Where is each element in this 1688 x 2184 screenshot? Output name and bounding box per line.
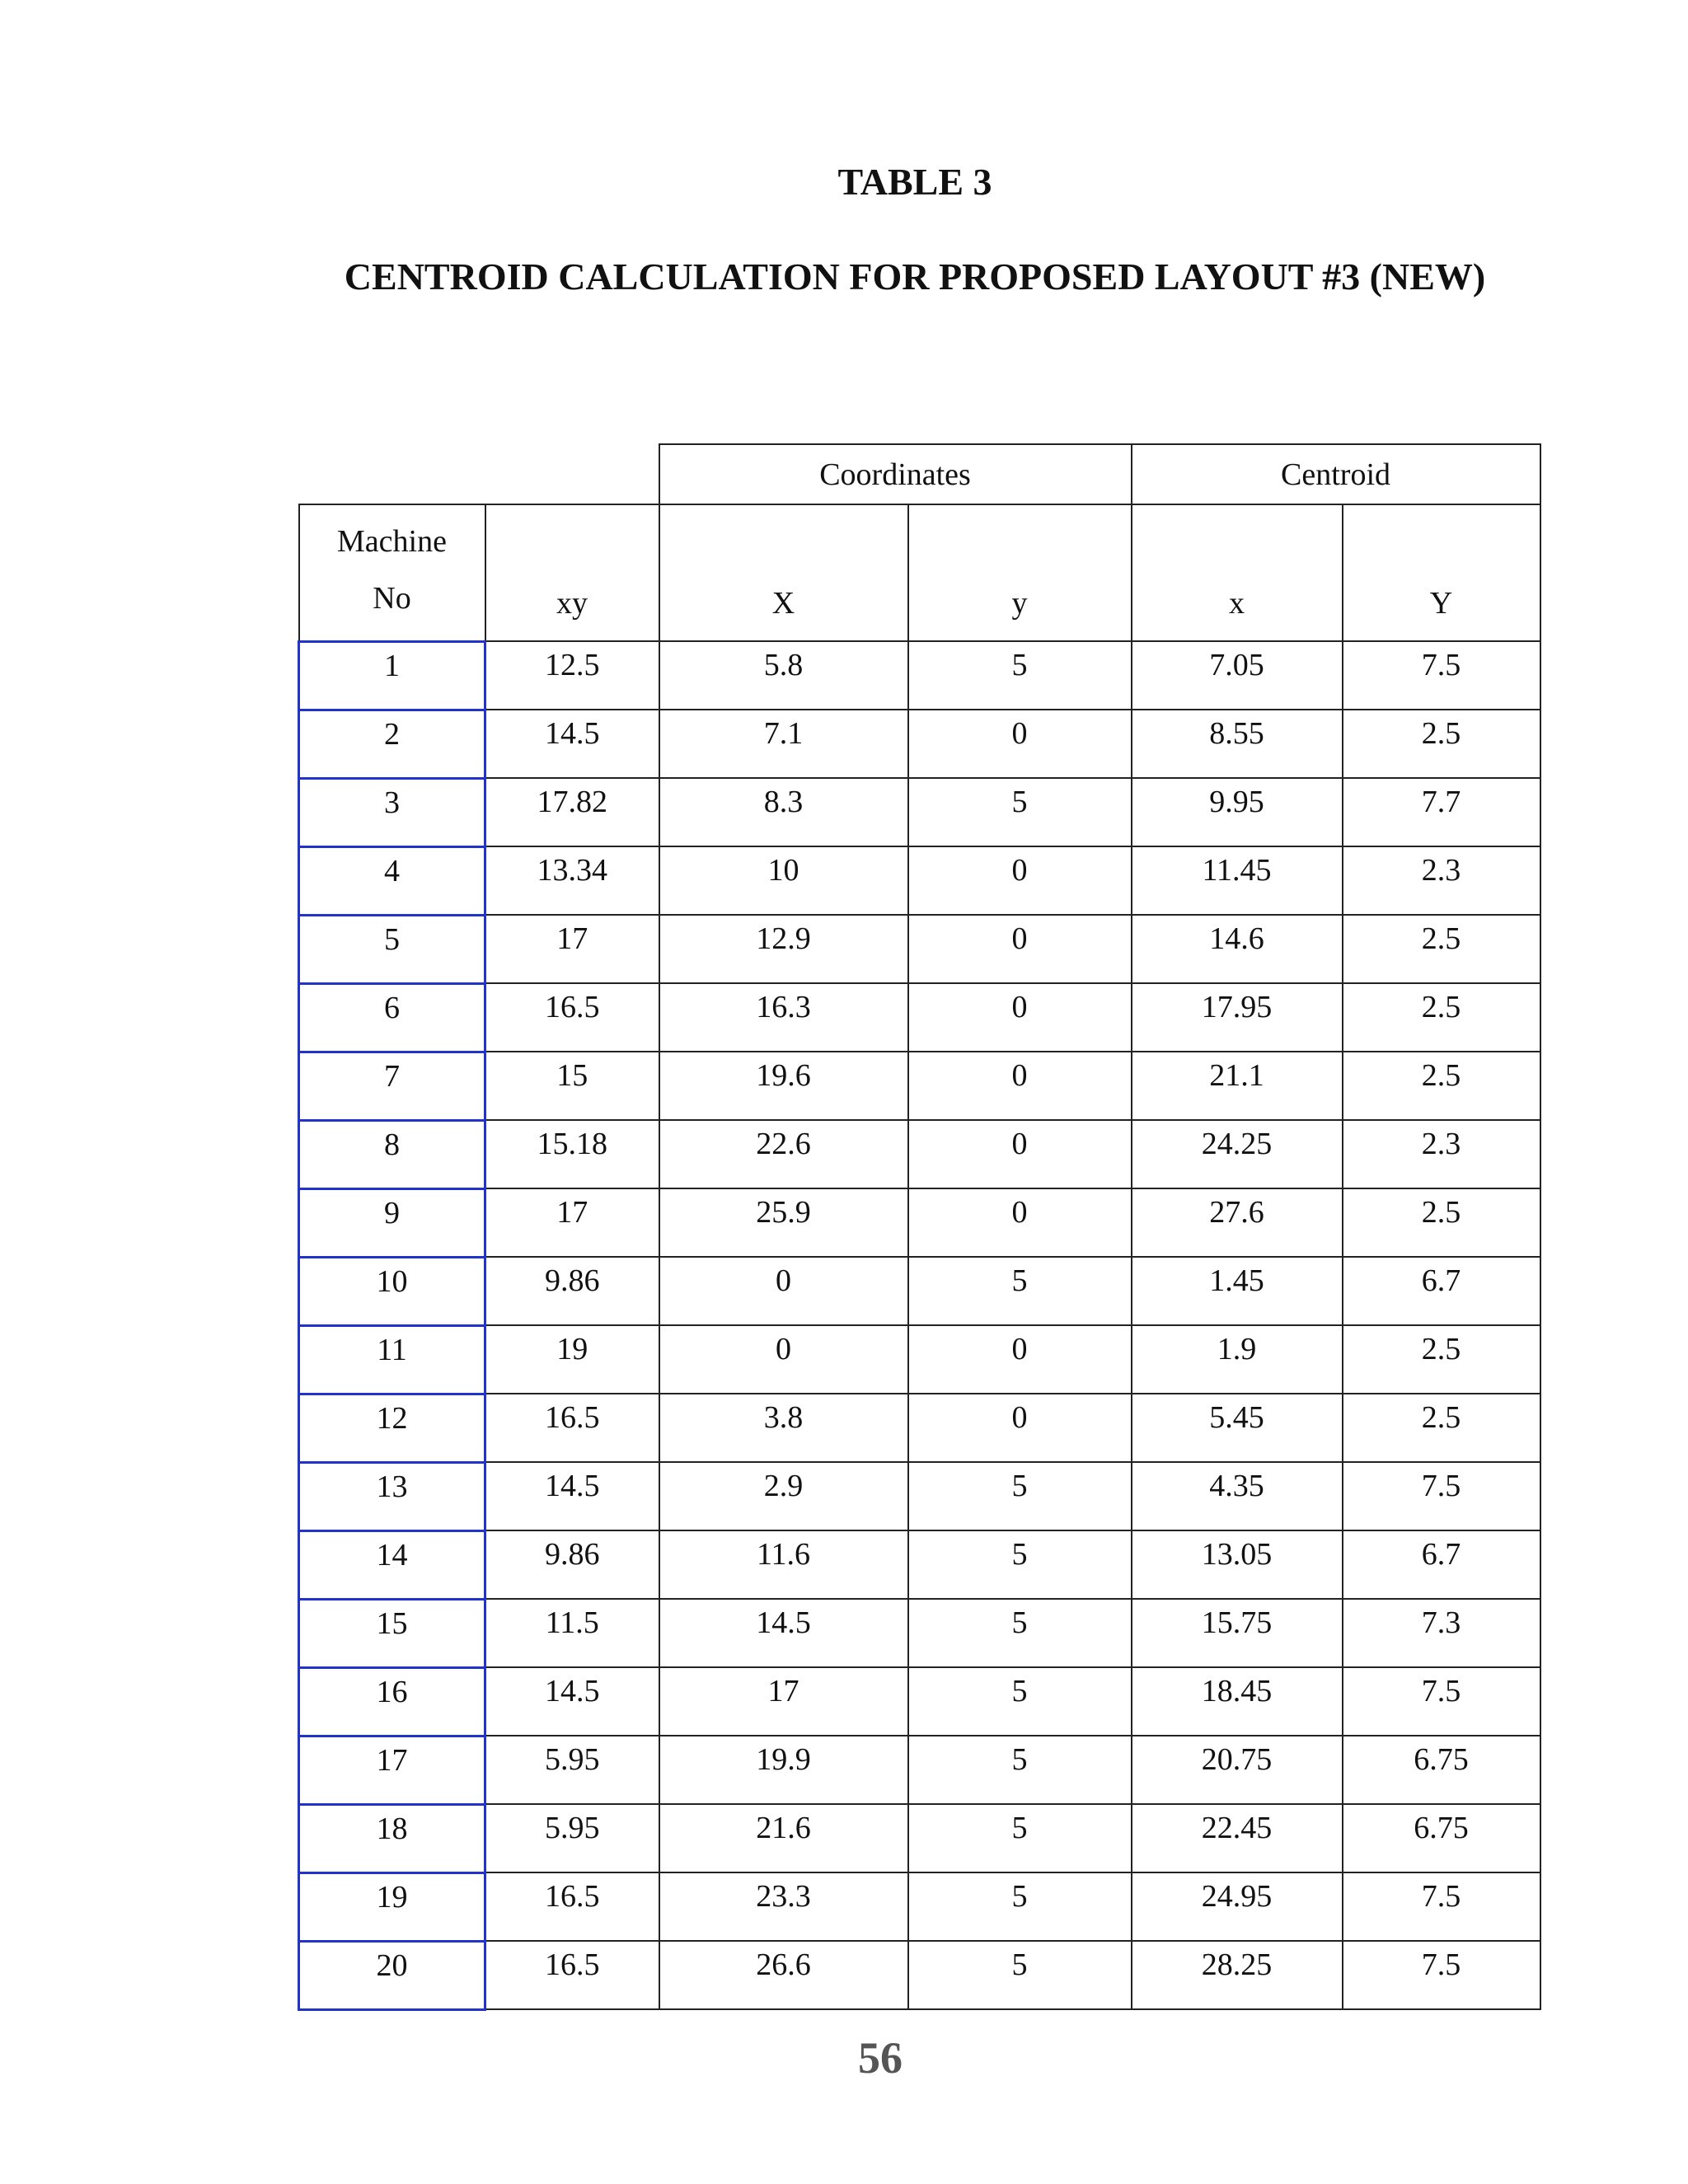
table-row <box>299 1394 1540 1462</box>
machine-no-cell: 16 <box>299 1667 485 1736</box>
coord-x-cell: 2.9 <box>659 1462 908 1530</box>
machine-no-cell: 18 <box>299 1804 485 1872</box>
xy-cell: 14.5 <box>485 1667 659 1736</box>
coord-y-cell: 5 <box>908 1667 1132 1736</box>
table-row <box>299 1052 1540 1120</box>
coord-x-cell: 19.9 <box>659 1736 908 1804</box>
centroid-y-cell: 7.7 <box>1343 778 1540 846</box>
coord-x-cell: 11.6 <box>659 1530 908 1599</box>
coord-y-cell: 5 <box>908 641 1132 710</box>
coord-y-cell: 5 <box>908 1872 1132 1941</box>
xy-header: xy <box>485 504 659 641</box>
machine-no-cell: 19 <box>299 1872 485 1941</box>
coord-x-cell: 23.3 <box>659 1872 908 1941</box>
table-row <box>299 1257 1540 1325</box>
coord-x-cell: 3.8 <box>659 1394 908 1462</box>
centroid-x-cell: 17.95 <box>1132 983 1343 1052</box>
centroid-y-cell: 2.5 <box>1343 983 1540 1052</box>
centroid-x-cell: 4.35 <box>1132 1462 1343 1530</box>
table-row <box>299 710 1540 778</box>
coord-y-cell: 0 <box>908 846 1132 915</box>
centroid-x-cell: 13.05 <box>1132 1530 1343 1599</box>
centroid-group-header: Centroid <box>1132 444 1540 504</box>
centroid-y-cell: 2.5 <box>1343 915 1540 983</box>
xy-cell: 13.34 <box>485 846 659 915</box>
machine-no-cell: 15 <box>299 1599 485 1667</box>
coord-y-cell: 5 <box>908 1462 1132 1530</box>
coord-y-cell: 5 <box>908 1599 1132 1667</box>
centroid-x-header: x <box>1132 504 1343 641</box>
coord-y-cell: 5 <box>908 1941 1132 2009</box>
centroid-x-cell: 18.45 <box>1132 1667 1343 1736</box>
centroid-x-cell: 27.6 <box>1132 1188 1343 1257</box>
coord-x-cell: 14.5 <box>659 1599 908 1667</box>
centroid-y-cell: 2.5 <box>1343 1188 1540 1257</box>
machine-no-cell: 2 <box>299 710 485 778</box>
coord-y-cell: 5 <box>908 1257 1132 1325</box>
coord-y-header: y <box>908 504 1132 641</box>
coord-x-cell: 10 <box>659 846 908 915</box>
xy-cell: 17 <box>485 915 659 983</box>
table-row <box>299 983 1540 1052</box>
xy-cell: 16.5 <box>485 1941 659 2009</box>
centroid-y-header: Y <box>1343 504 1540 641</box>
coord-x-cell: 0 <box>659 1257 908 1325</box>
centroid-y-cell: 6.7 <box>1343 1530 1540 1599</box>
coord-x-cell: 12.9 <box>659 915 908 983</box>
machine-no-header <box>299 504 485 641</box>
coord-x-cell: 17 <box>659 1667 908 1736</box>
coord-y-cell: 0 <box>908 983 1132 1052</box>
centroid-x-cell: 15.75 <box>1132 1599 1343 1667</box>
xy-cell: 9.86 <box>485 1530 659 1599</box>
column-header-row <box>299 504 1540 641</box>
centroid-y-cell: 2.3 <box>1343 846 1540 915</box>
coord-x-cell: 8.3 <box>659 778 908 846</box>
xy-cell: 9.86 <box>485 1257 659 1325</box>
centroid-x-cell: 28.25 <box>1132 1941 1343 2009</box>
machine-no-cell: 13 <box>299 1462 485 1530</box>
centroid-y-cell: 7.5 <box>1343 641 1540 710</box>
table-row <box>299 1667 1540 1736</box>
coord-x-header: X <box>659 504 908 641</box>
table-row <box>299 1941 1540 2009</box>
xy-cell: 12.5 <box>485 641 659 710</box>
centroid-x-cell: 1.45 <box>1132 1257 1343 1325</box>
centroid-y-cell: 2.5 <box>1343 1052 1540 1120</box>
xy-cell: 15 <box>485 1052 659 1120</box>
centroid-y-cell: 2.5 <box>1343 1325 1540 1394</box>
machine-header-line1: Machine <box>337 524 447 559</box>
table-row <box>299 1736 1540 1804</box>
machine-no-cell: 10 <box>299 1257 485 1325</box>
machine-no-cell: 5 <box>299 915 485 983</box>
coord-x-cell: 26.6 <box>659 1941 908 2009</box>
coordinates-group-header: Coordinates <box>659 444 1132 504</box>
machine-no-cell: 20 <box>299 1941 485 2009</box>
centroid-x-cell: 7.05 <box>1132 641 1343 710</box>
table-row <box>299 846 1540 915</box>
xy-cell: 15.18 <box>485 1120 659 1188</box>
centroid-x-cell: 20.75 <box>1132 1736 1343 1804</box>
coord-y-cell: 0 <box>908 1188 1132 1257</box>
machine-no-cell: 14 <box>299 1530 485 1599</box>
table-row <box>299 1804 1540 1872</box>
machine-no-cell: 12 <box>299 1394 485 1462</box>
xy-cell: 14.5 <box>485 710 659 778</box>
table-row <box>299 915 1540 983</box>
table-row <box>299 1599 1540 1667</box>
table-row <box>299 1530 1540 1599</box>
coord-x-cell: 25.9 <box>659 1188 908 1257</box>
table-row <box>299 1872 1540 1941</box>
table-row <box>299 1188 1540 1257</box>
table-row <box>299 778 1540 846</box>
centroid-x-cell: 1.9 <box>1132 1325 1343 1394</box>
centroid-y-cell: 7.5 <box>1343 1667 1540 1736</box>
table-row <box>299 641 1540 710</box>
machine-no-cell: 6 <box>299 983 485 1052</box>
coord-x-cell: 16.3 <box>659 983 908 1052</box>
centroid-y-cell: 6.7 <box>1343 1257 1540 1325</box>
centroid-x-cell: 24.95 <box>1132 1872 1343 1941</box>
xy-cell: 5.95 <box>485 1736 659 1804</box>
centroid-x-cell: 21.1 <box>1132 1052 1343 1120</box>
coord-y-cell: 0 <box>908 710 1132 778</box>
coord-x-cell: 5.8 <box>659 641 908 710</box>
machine-no-cell: 3 <box>299 778 485 846</box>
coord-y-cell: 5 <box>908 1736 1132 1804</box>
machine-no-cell: 9 <box>299 1188 485 1257</box>
machine-no-cell: 11 <box>299 1325 485 1394</box>
centroid-y-cell: 7.5 <box>1343 1941 1540 2009</box>
centroid-table <box>298 443 1541 2011</box>
centroid-x-cell: 22.45 <box>1132 1804 1343 1872</box>
blank-cell <box>299 444 485 504</box>
table-row <box>299 1120 1540 1188</box>
centroid-y-cell: 2.5 <box>1343 1394 1540 1462</box>
centroid-x-cell: 14.6 <box>1132 915 1343 983</box>
machine-no-cell: 1 <box>299 641 485 710</box>
coord-y-cell: 0 <box>908 915 1132 983</box>
xy-cell: 17 <box>485 1188 659 1257</box>
coord-x-cell: 19.6 <box>659 1052 908 1120</box>
xy-cell: 17.82 <box>485 778 659 846</box>
coord-y-cell: 0 <box>908 1052 1132 1120</box>
xy-cell: 16.5 <box>485 1394 659 1462</box>
table-row <box>299 1462 1540 1530</box>
coord-x-cell: 0 <box>659 1325 908 1394</box>
coord-y-cell: 5 <box>908 1804 1132 1872</box>
centroid-x-cell: 5.45 <box>1132 1394 1343 1462</box>
centroid-y-cell: 2.5 <box>1343 710 1540 778</box>
machine-no-cell: 17 <box>299 1736 485 1804</box>
centroid-x-cell: 24.25 <box>1132 1120 1343 1188</box>
xy-cell: 16.5 <box>485 1872 659 1941</box>
centroid-x-cell: 8.55 <box>1132 710 1343 778</box>
centroid-x-cell: 9.95 <box>1132 778 1343 846</box>
coord-x-cell: 22.6 <box>659 1120 908 1188</box>
xy-cell: 5.95 <box>485 1804 659 1872</box>
centroid-y-cell: 7.3 <box>1343 1599 1540 1667</box>
coord-x-cell: 7.1 <box>659 710 908 778</box>
centroid-y-cell: 2.3 <box>1343 1120 1540 1188</box>
centroid-y-cell: 7.5 <box>1343 1872 1540 1941</box>
coord-y-cell: 0 <box>908 1325 1132 1394</box>
centroid-y-cell: 6.75 <box>1343 1804 1540 1872</box>
coord-y-cell: 5 <box>908 1530 1132 1599</box>
centroid-y-cell: 6.75 <box>1343 1736 1540 1804</box>
table-label: TABLE 3 <box>837 161 992 203</box>
table-row <box>299 1325 1540 1394</box>
coord-x-cell: 21.6 <box>659 1804 908 1872</box>
group-header-row <box>299 444 1540 504</box>
machine-no-cell: 7 <box>299 1052 485 1120</box>
xy-cell: 11.5 <box>485 1599 659 1667</box>
xy-cell: 16.5 <box>485 983 659 1052</box>
page-number: 56 <box>858 2033 903 2083</box>
machine-header-line2: No <box>373 581 411 616</box>
centroid-y-cell: 7.5 <box>1343 1462 1540 1530</box>
coord-y-cell: 0 <box>908 1120 1132 1188</box>
machine-no-cell: 4 <box>299 846 485 915</box>
xy-cell: 14.5 <box>485 1462 659 1530</box>
machine-no-cell: 8 <box>299 1120 485 1188</box>
centroid-x-cell: 11.45 <box>1132 846 1343 915</box>
coord-y-cell: 5 <box>908 778 1132 846</box>
table-caption: CENTROID CALCULATION FOR PROPOSED LAYOUT #3 (NEW) <box>344 255 1486 298</box>
xy-cell: 19 <box>485 1325 659 1394</box>
coord-y-cell: 0 <box>908 1394 1132 1462</box>
blank-cell <box>485 444 659 504</box>
